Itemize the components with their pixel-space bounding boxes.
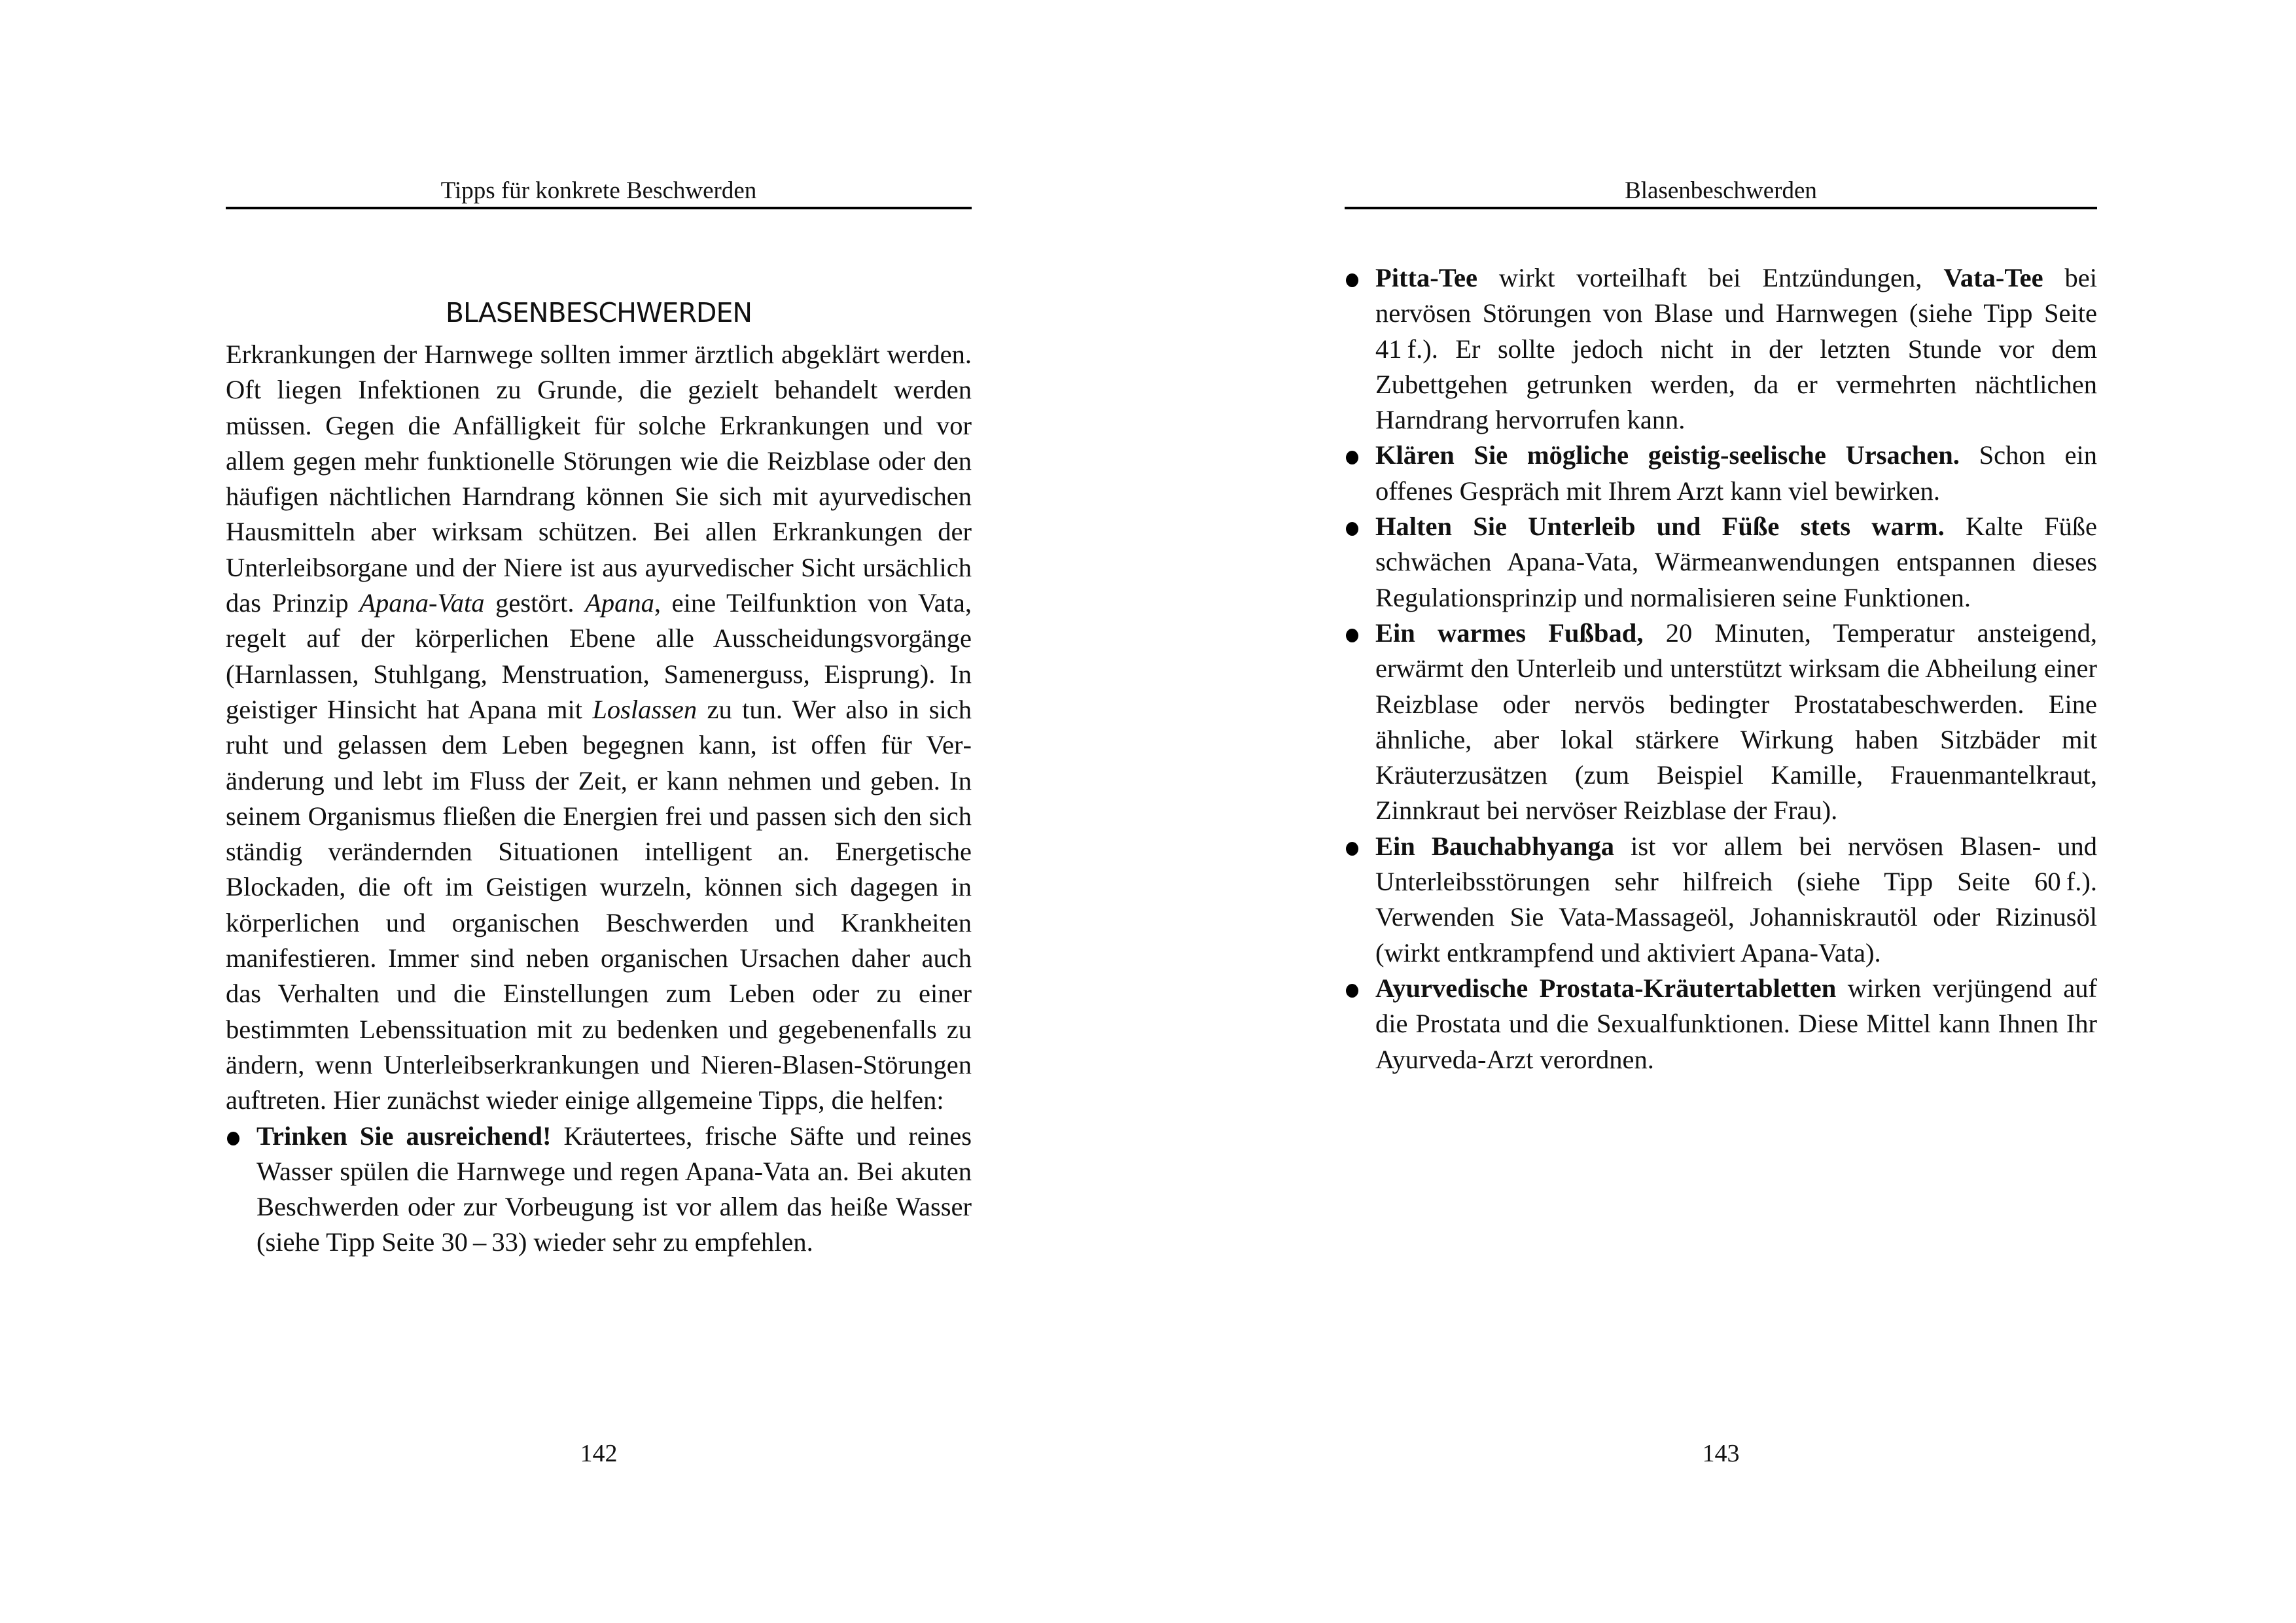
term-apana: Apana <box>585 588 654 618</box>
tip-lead: Ein warmes Fußbad, <box>1375 618 1644 648</box>
tip-text: 20 Minuten, Temperatur ansteigend, erwärmt den Unterleib und unterstützt wirksam die Abheilung einer Reizblase oder nervös bedingter Prostatabeschwerden. Eine ähnliche, aber lokal stärkere Wirkung haben Sitzbäder mit Kräuterzusätzen (zum Beispiel Kamille, Frauenmantelkraut, Zinnkraut bei nervöser Reizblase der Frau). <box>1375 618 2097 826</box>
tip-lead: Klären Sie mögliche geistig-seelische Ursachen. <box>1375 440 1960 470</box>
tip-item-pitta-tee <box>1345 260 2097 438</box>
tip-item-ursachen <box>1345 438 2097 509</box>
tip-text: wirken verjüngend auf die Prostata und die Sexualfunktionen. Diese Mittel kann Ihnen Ihr Ayurveda-Arzt verordnen. <box>1375 973 2097 1074</box>
bullet-icon <box>1346 629 1358 642</box>
bullet-icon <box>1346 273 1358 287</box>
bullet-icon <box>1346 984 1358 998</box>
term-apana-vata: Apana-Vata <box>359 588 485 618</box>
tip-item-bauchabhyanga <box>1345 829 2097 971</box>
tip-item-warm <box>1345 509 2097 616</box>
intro-text: gestört. <box>484 588 586 618</box>
intro-paragraph <box>226 337 972 1119</box>
intro-text: zu tun. Wer also in sich ruht und gelassen dem Leben begegnen kann, ist offen für Veränderung und lebt im Fluss der Zeit, er kann nehmen und geben. In seinem Organismus fließen die Energien frei und passen sich den sich ständig verändernden Situationen intelligent an. Energetische Blockaden, die oft im Geistigen wurzeln, können sich dagegen in körperlichen und organischen Beschwerden und Krankheiten manifestieren. Immer sind neben organischen Ursachen daher auch das Verhalten und die Einstellungen zum Leben oder zu einer bestimmten Lebenssituation mit zu bedenken und gegebenenfalls zu ändern, wenn Unterleibserkrankungen und Nieren-Blasen-Störungen auftreten. Hier zunächst wieder einige allgemeine Tipps, die helfen: <box>226 694 972 1115</box>
header-rule-left <box>226 207 972 209</box>
page-number-right: 143 <box>1702 1440 1740 1467</box>
tip-lead: Pitta-Tee <box>1375 263 1477 292</box>
running-header-right: Blasenbeschwerden <box>1625 177 1817 204</box>
right-body <box>1345 260 2097 1077</box>
term-loslassen: Loslassen <box>592 694 698 724</box>
bullet-icon <box>227 1132 239 1145</box>
page-number-left: 142 <box>580 1440 618 1467</box>
left-body <box>226 337 972 1261</box>
tip-text: Kräutertees, frische Säfte und reines Wasser spülen die Harnwege und regen Apana-Vata an. Bei akuten Beschwerden oder zur Vorbeugung ist vor allem das heiße Wasser (siehe Tipp Seite 30 – 33) wieder sehr zu empfehlen. <box>256 1121 972 1257</box>
right-page <box>1345 0 2097 1623</box>
tip-text: bei nervösen Störungen von Blase und Harnwegen (siehe Tipp Seite 41 f.). Er sollte jedoch nicht in der letzten Stunde vor dem Zubettgehen getrunken werden, da er vermehrten nächtlichen Harndrang hervorrufen kann. <box>1375 263 2097 435</box>
tip-text: Schon ein offenes Gespräch mit Ihrem Arzt kann viel bewirken. <box>1375 440 2098 506</box>
tip-item <box>226 1119 972 1261</box>
tip-lead: Halten Sie Unterleib und Füße stets warm. <box>1375 512 1945 542</box>
bullet-icon <box>1346 842 1358 856</box>
tip-lead: Ayurvedische Prostata-Kräutertabletten <box>1375 973 1837 1003</box>
left-page <box>226 0 972 1623</box>
header-rule-right <box>1345 207 2097 209</box>
tip-list-right <box>1345 260 2097 1077</box>
tip-list-left <box>226 1119 972 1261</box>
tip-text: Kalte Füße schwächen Apana-Vata, Wärmeanwendungen entspannen dieses Regulationsprinzip und normalisieren seine Funktionen. <box>1375 512 2097 612</box>
tip-text: ist vor allem bei nervösen Blasen- und Unterleibsstörungen sehr hilfreich (siehe Tipp Seite 60 f.). Verwenden Sie Vata-Massageöl, Johanniskrautöl oder Rizinusöl (wirkt entkrampfend und aktiviert Apana-Vata). <box>1375 831 2097 968</box>
tip-lead: Trinken Sie ausreichend! <box>256 1121 552 1151</box>
intro-text: , eine Teilfunktion von Vata, regelt auf der körperlichen Ebene alle Ausscheidungsvorgänge (Harnlassen, Stuhlgang, Menstruation, Samenerguss, Eisprung). In geistiger Hinsicht hat Apana mit <box>226 588 972 724</box>
tip-item-fussbad <box>1345 616 2097 829</box>
tip-lead-secondary: Vata-Tee <box>1943 263 2043 292</box>
bullet-icon <box>1346 451 1358 464</box>
tip-item-prostata <box>1345 971 2097 1077</box>
intro-text: Erkrankungen der Harnwege sollten immer ärztlich abgeklärt werden. Oft liegen Infektionen zu Grunde, die gezielt behandelt werden müssen. Gegen die Anfälligkeit für solche Erkrankungen und vor allem gegen mehr funktionelle Störungen wie die Reizblase oder den häufigen nächtlichen Harndrang können Sie sich mit ayurvedischen Hausmitteln aber wirksam schützen. Bei allen Erkrankungen der Unterleibsorgane und der Niere ist aus ayurvedischer Sicht ursächlich das Prinzip <box>226 340 972 618</box>
section-title: BLASENBESCHWERDEN <box>445 297 752 329</box>
tip-text: wirkt vorteilhaft bei Entzündungen, <box>1477 263 1944 292</box>
tip-lead: Ein Bauchabhyanga <box>1375 831 1614 861</box>
bullet-icon <box>1346 522 1358 536</box>
running-header-left: Tipps für konkrete Beschwerden <box>440 177 757 204</box>
